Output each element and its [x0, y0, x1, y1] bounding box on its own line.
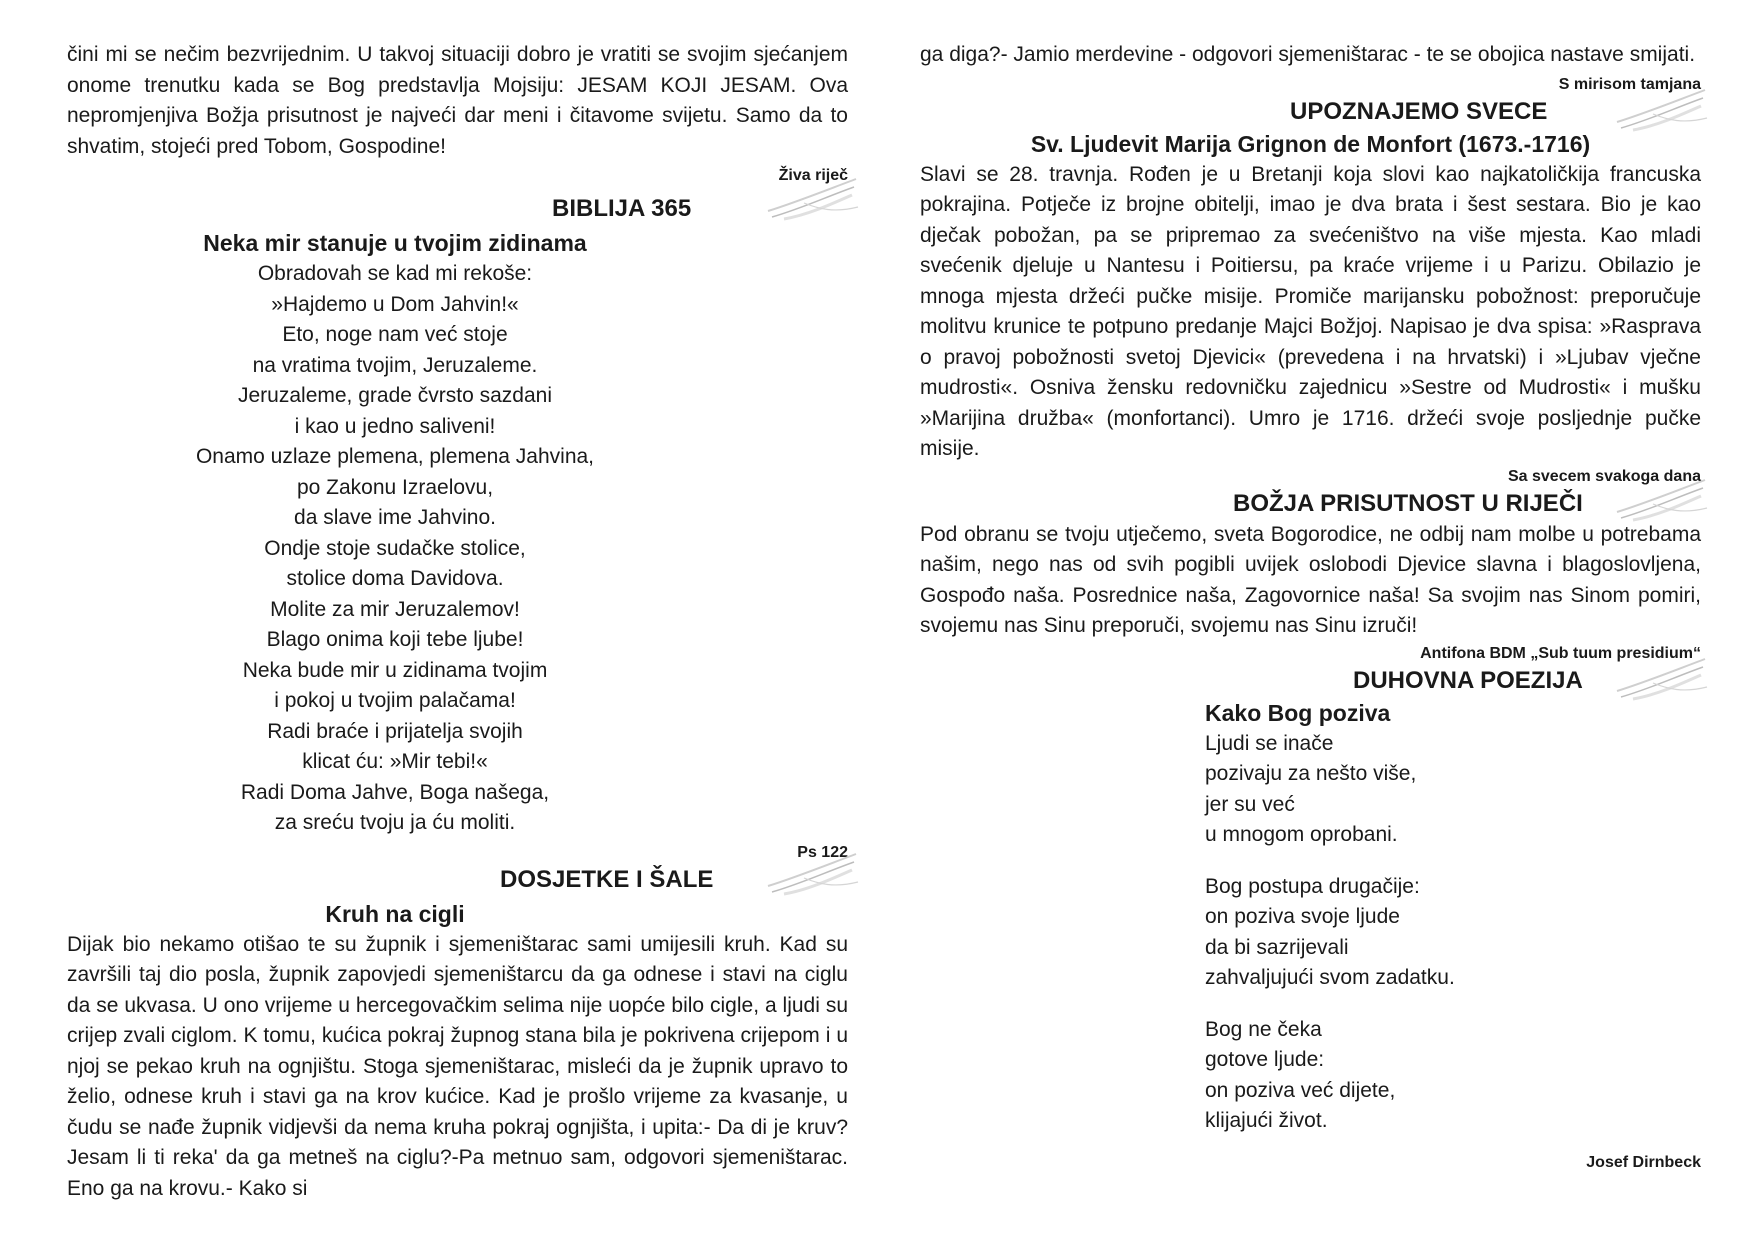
psalm-line: Molite za mir Jeruzalemov! [270, 597, 520, 621]
intro-source: Živa riječ [778, 167, 848, 184]
poem-stanza [1205, 872, 1701, 994]
poem-line: zahvaljujući svom zadatku. [1205, 966, 1455, 989]
psalm-line: Onamo uzlaze plemena, plemena Jahvina, [195, 445, 595, 468]
jokes-text-end: ga diga?- Jamio merdevine - odgovori sjemeništarac - te se obojica nastave smijati. [920, 43, 1696, 66]
jokes-source: S mirisom tamjana [1558, 75, 1701, 93]
psalm-line: Neka bude mir u zidinama tvojim [242, 658, 548, 682]
poem-stanza [1205, 729, 1701, 851]
psalm-line: Radi braće i prijatelja svojih [267, 719, 523, 743]
psalm-line: za sreću tvoju ja ću moliti. [274, 811, 516, 834]
psalm-line: da slave ime Jahvino. [294, 506, 496, 529]
right-column [920, 40, 1701, 1174]
saints-heading-row [920, 96, 1701, 128]
swirl-ornament-icon [764, 848, 860, 898]
presence-heading-row [920, 488, 1701, 520]
psalm-line: Jeruzaleme, grade čvrsto sazdani [238, 384, 552, 407]
psalm-source: Ps 122 [797, 843, 848, 861]
saint-source: Sa svecem svakoga dana [1507, 467, 1701, 485]
psalm-line: klicat ću: »Mir tebi!« [302, 750, 488, 773]
swirl-ornament-icon [1613, 653, 1709, 703]
saint-text: Slavi se 28. travnja. Rođen je u Bretanji koja slovi kao najkatoličkija francuska pokrajina. Potječe iz brojne obitelji, imao je dva brata i šest sestara. Bio je kao dječak pobožan, pa se pripremao za svećeništvo na više mjesta. Kao mladi svećenik djeluje u Nantesu i Poitiersu, pa kraće vrijeme i u Parizu. Obilazio je mnoga mjesta držeći pučke misije. Promiče marijansku pobožnost: preporučuje molitvu krunice te potpuno predanje Majci Božjoj. Napisao je dva spisa: »Rasprava o pravoj pobožnosti svetoj Djevici« (prevedena i na hrvatski) i »Ljubav vječne mudrosti«. Osniva žensku redovničku zajednicu »Sestre od Mudrosti« i mušku »Marijina družba« (monfortanci). Umro je 1716. držeći svoje posljednje pučke misije. [920, 162, 1701, 460]
jokes-heading-row [67, 864, 848, 898]
psalm-line: Blago onima koji tebe ljube! [266, 628, 524, 651]
jokes-heading: DOSJETKE I ŠALE [500, 865, 714, 893]
poem-author: Josef Dirnbeck [1586, 1153, 1701, 1171]
psalm-line: po Zakonu Izraelovu, [296, 475, 494, 499]
presence-heading: BOŽJA PRISUTNOST U RIJEČI [1233, 489, 1583, 517]
bible-heading: BIBLIJA 365 [552, 195, 692, 222]
presence-source: Antifona BDM „Sub tuum presidium“ [1420, 644, 1701, 662]
poem-line: Ljudi se inače [1205, 731, 1334, 755]
intro-paragraph: čini mi se nečim bezvrijednim. U takvoj situaciji dobro je vratiti se svojim sjećanjem onome trenutku kada se Bog predstavlja Mojsiju: JESAM KOJI JESAM. Ova nepromjenjiva Božja prisutnost je najveći dar meni i čitavome svijetu. Samo da to shvatim, stojeći pred Tobom, Gospodine! [67, 43, 848, 158]
poem-stanzas [1205, 729, 1701, 1137]
psalm-line: Radi Doma Jahve, Boga našega, [240, 780, 550, 804]
psalm-line: Ondje stoje sudačke stolice, [264, 536, 526, 560]
poetry-heading-row [920, 665, 1701, 697]
poem-line: Bog postupa drugačije: [1205, 874, 1420, 898]
swirl-ornament-icon [1613, 474, 1709, 524]
psalm-line: Eto, noge nam već stoje [282, 323, 508, 346]
poem-line: Bog ne čeka [1205, 1017, 1322, 1041]
poem-line: u mnogom oprobani. [1205, 823, 1398, 846]
bible-heading-row [67, 193, 848, 227]
jokes-text: Dijak bio nekamo otišao te su župnik i sjemeništarac sami umijesili kruh. Kad su završili taj dio posla, župnik zapovjedi sjemeništarcu da ga odnese i stavi na ciglu da se ukvasa. U ono vrijeme u hercegovačkim selima nije uopće bilo cigle, a ljudi su crijep zvali ciglom. K tomu, kućica pokraj župnog stana bila je pokrivena crijepom i u njoj se pekao kruh na ognjištu. Stoga sjemeništarac, misleći da je župnik upravo to želio, odnese kruh i stavi ga na krov kućice. Kad je prošlo vrijeme za kvasanje, u čudu se nađe župnik vidjevši da nema kruha pokraj ognjišta, i upita:- Da di je kruv? Jesam li ti reka' da ga metneš na ciglu?-Pa metnuo sam, odgovori sjemeništarac. Eno ga na krovu.- Kako si [67, 932, 848, 1200]
swirl-ornament-icon [1613, 84, 1709, 134]
psalm-line: »Hajdemo u Dom Jahvin!« [271, 292, 519, 316]
poem-line: klijajući život. [1205, 1109, 1328, 1132]
psalm-line: na vratima tvojim, Jeruzaleme. [252, 353, 538, 377]
poem-block [920, 697, 1701, 1137]
saints-heading: UPOZNAJEMO SVECE [1290, 97, 1548, 125]
saint-title: Sv. Ljudevit Marija Grignon de Monfort (1673.-1716) [1030, 130, 1591, 157]
swirl-ornament-icon [764, 173, 860, 223]
poem-line: da bi sazrijevali [1205, 935, 1349, 959]
poem-line: on poziva svoje ljude [1205, 905, 1400, 928]
jokes-title: Kruh na cigli [325, 900, 465, 927]
presence-text: Pod obranu se tvoju utječemo, sveta Bogorodice, ne odbij nam molbe u potrebama našim, nego nas od svih pogibli uvijek oslobodi Djevice slavna i blagoslovljena, Gospođo naša. Posrednice naša, Zagovornice naša! Sa svojim nas Sinom pomiri, svojemu nas Sinu preporuči, svojemu nas Sinu izruči! [920, 522, 1701, 637]
poem-title: Kako Bog poziva [1205, 699, 1391, 726]
left-column [67, 40, 848, 1204]
psalm-line: i pokoj u tvojim palačama! [274, 689, 516, 712]
poem-stanza [1205, 1015, 1701, 1137]
poem-line: gotove ljude: [1205, 1048, 1325, 1071]
poem-line: pozivaju za nešto više, [1205, 762, 1417, 785]
poem-line: on poziva već dijete, [1205, 1078, 1396, 1102]
psalm-line: Obradovah se kad mi rekoše: [257, 262, 533, 285]
poetry-heading: DUHOVNA POEZIJA [1353, 666, 1583, 694]
psalm-line: stolice doma Davidova. [286, 567, 504, 590]
poem-line: jer su već [1205, 792, 1295, 816]
bible-title: Neka mir stanuje u tvojim zidinama [203, 230, 587, 256]
psalm-line: i kao u jedno saliveni! [294, 414, 496, 438]
psalm-text [0, 259, 848, 839]
